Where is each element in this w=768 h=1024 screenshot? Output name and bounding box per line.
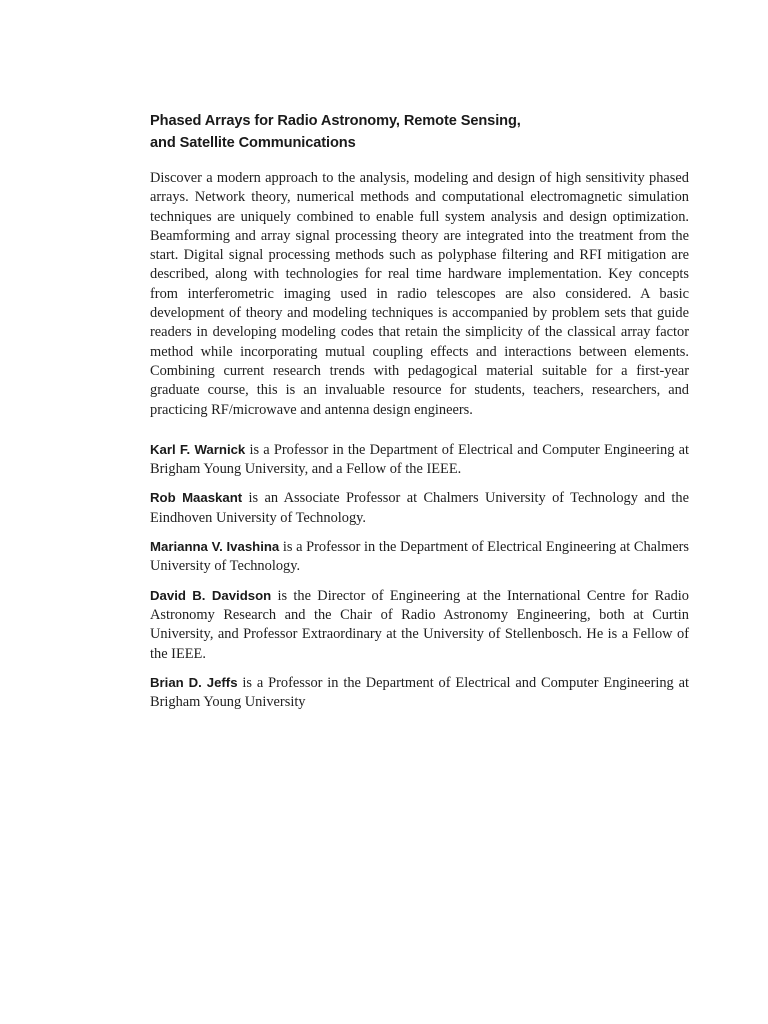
author-bio-ivashina — [150, 537, 689, 577]
author-bio-davidson — [150, 586, 689, 664]
author-bio-maaskant — [150, 488, 689, 528]
author-bios — [150, 440, 689, 713]
book-title — [150, 110, 689, 154]
author-name: Rob Maaskant — [150, 490, 243, 506]
book-description: Discover a modern approach to the analysis, modeling and design of high sensitivity phased arrays. Network theory, numerical methods and computational electromagnetic simulation techniques are uniquely combined to enable full system analysis and design optimization. Beamforming and array signal processing theory are integrated into the treatment from the start. Digital signal processing methods such as polyphase filtering and RFI mitigation are described, along with technologies for real time hardware implementation. Key concepts from interferometric imaging used in radio telescopes are also considered. A basic development of theory and modeling techniques is accompanied by problem sets that guide readers in developing modeling codes that retain the simplicity of the classical array factor method while incorporating mutual coupling effects and interactions between elements. Combining current research trends with pedagogical material suitable for a first-year graduate course, this is an invaluable resource for students, teachers, researchers, and practicing RF/microwave and antenna design engineers. — [150, 170, 689, 418]
author-bio-warnick — [150, 440, 689, 480]
author-bio-text: is an Associate Professor at Chalmers University of Technology and the Eindhoven University of Technology. — [150, 490, 689, 526]
author-name: Marianna V. Ivashina — [150, 539, 280, 555]
author-bio-text: is a Professor in the Department of Electrical and Computer Engineering at Brigham Young University, and a Fellow of the IEEE. — [150, 441, 689, 478]
author-name: Karl F. Warnick — [150, 441, 246, 457]
author-name: Brian D. Jeffs — [150, 674, 238, 690]
author-bio-jeffs — [150, 673, 689, 713]
author-name: David B. Davidson — [150, 587, 272, 603]
book-title-line-2: and Satellite Communications — [150, 135, 356, 151]
author-bio-text: is the Director of Engineering at the International Centre for Radio Astronomy Research and the Chair of Radio Astronomy Engineering, both at Curtin University, and Professor Extraordinary at the University of Stellenbosch. He is a Fellow of the IEEE. — [150, 587, 689, 662]
author-bio-text: is a Professor in the Department of Electrical and Computer Engineering at Brigham Young University — [150, 674, 689, 711]
book-title-line-1: Phased Arrays for Radio Astronomy, Remote Sensing, — [150, 113, 521, 129]
book-blurb-page — [150, 110, 689, 721]
author-bio-text: is a Professor in the Department of Electrical Engineering at Chalmers University of Technology. — [150, 539, 689, 575]
